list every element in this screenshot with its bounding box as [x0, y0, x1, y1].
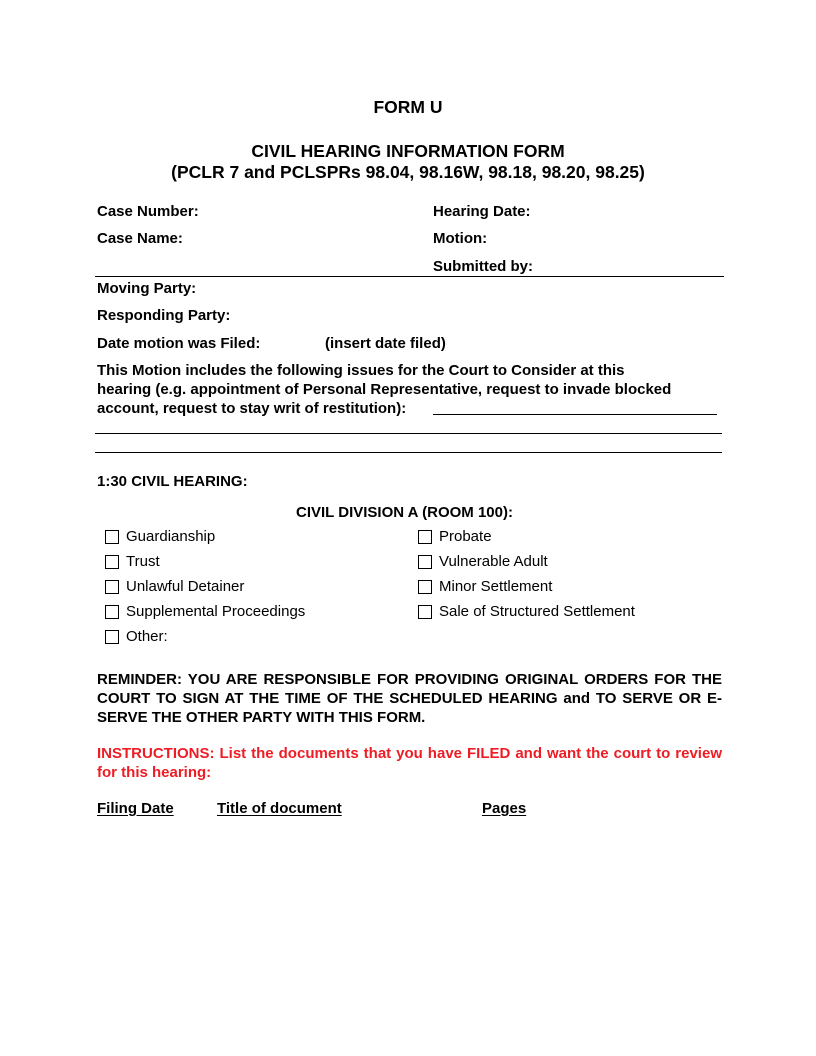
section-divider	[95, 276, 724, 277]
checkbox-icon[interactable]	[105, 605, 119, 619]
form-subtitle: (PCLR 7 and PCLSPRs 98.04, 98.16W, 98.18, 98.20, 98.25)	[171, 162, 645, 182]
moving-party-label: Moving Party:	[97, 280, 197, 297]
case-name-label: Case Name:	[97, 230, 183, 247]
issues-text-line3: account, request to stay writ of restitution):	[97, 400, 407, 417]
motion-label: Motion:	[433, 230, 488, 247]
issues-text-line2: hearing (e.g. appointment of Personal Representative, request to invade blocked	[97, 381, 672, 398]
checkbox-icon[interactable]	[105, 630, 119, 644]
checkbox-icon[interactable]	[105, 530, 119, 544]
checkbox-icon[interactable]	[418, 605, 432, 619]
column-pages: Pages	[482, 800, 527, 817]
checkbox-label: Vulnerable Adult	[439, 553, 548, 570]
reminder-text: REMINDER: YOU ARE RESPONSIBLE FOR PROVIDING ORIGINAL ORDERS FOR THE COURT TO SIGN AT THE TIME OF THE SCHEDULED HEARING and TO SERVE OR E-SERVE THE OTHER PARTY WITH THIS FORM.	[97, 671, 722, 726]
checkbox-label: Other:	[126, 628, 168, 645]
checkbox-label: Trust	[126, 553, 160, 570]
division-label: CIVIL DIVISION A (ROOM 100):	[296, 504, 513, 521]
column-filing-date: Filing Date	[97, 800, 174, 817]
checkbox-trust[interactable]	[105, 553, 160, 570]
checkbox-label: Guardianship	[126, 528, 216, 545]
column-document-title: Title of document	[217, 800, 342, 817]
checkbox-icon[interactable]	[105, 580, 119, 594]
date-filed-label: Date motion was Filed:	[97, 335, 261, 352]
checkbox-icon[interactable]	[105, 555, 119, 569]
hearing-date-label: Hearing Date:	[433, 203, 531, 220]
case-number-label: Case Number:	[97, 203, 199, 220]
issues-text-line1: This Motion includes the following issues for the Court to Consider at this	[97, 362, 625, 379]
submitted-by-label: Submitted by:	[433, 258, 533, 275]
checkbox-guardianship[interactable]	[105, 528, 215, 545]
checkbox-icon[interactable]	[418, 580, 432, 594]
checkbox-icon[interactable]	[418, 555, 432, 569]
issues-answer-line-1[interactable]	[433, 414, 717, 415]
checkbox-label: Unlawful Detainer	[126, 578, 245, 595]
hearing-time-label: 1:30 CIVIL HEARING:	[97, 473, 248, 490]
checkbox-other[interactable]	[105, 628, 168, 645]
issues-answer-line-2[interactable]	[95, 433, 722, 434]
checkbox-label: Minor Settlement	[439, 578, 553, 595]
date-filed-hint: (insert date filed)	[325, 335, 446, 352]
checkbox-icon[interactable]	[418, 530, 432, 544]
form-id: FORM U	[373, 97, 443, 117]
instructions-text: INSTRUCTIONS: List the documents that you have FILED and want the court to review for this hearing:	[97, 745, 722, 781]
form-title: CIVIL HEARING INFORMATION FORM	[251, 141, 565, 161]
checkbox-label: Supplemental Proceedings	[126, 603, 306, 620]
checkbox-label: Probate	[439, 528, 492, 545]
checkbox-unlawful-detainer[interactable]	[105, 578, 244, 595]
checkbox-minor-settlement[interactable]	[418, 578, 552, 595]
issues-answer-line-3[interactable]	[95, 452, 722, 453]
responding-party-label: Responding Party:	[97, 307, 231, 324]
checkbox-supplemental-proceedings[interactable]	[105, 603, 305, 620]
checkbox-vulnerable-adult[interactable]	[418, 553, 548, 570]
checkbox-probate[interactable]	[418, 528, 492, 545]
checkbox-structured-settlement[interactable]	[418, 603, 635, 620]
checkbox-label: Sale of Structured Settlement	[439, 603, 635, 620]
